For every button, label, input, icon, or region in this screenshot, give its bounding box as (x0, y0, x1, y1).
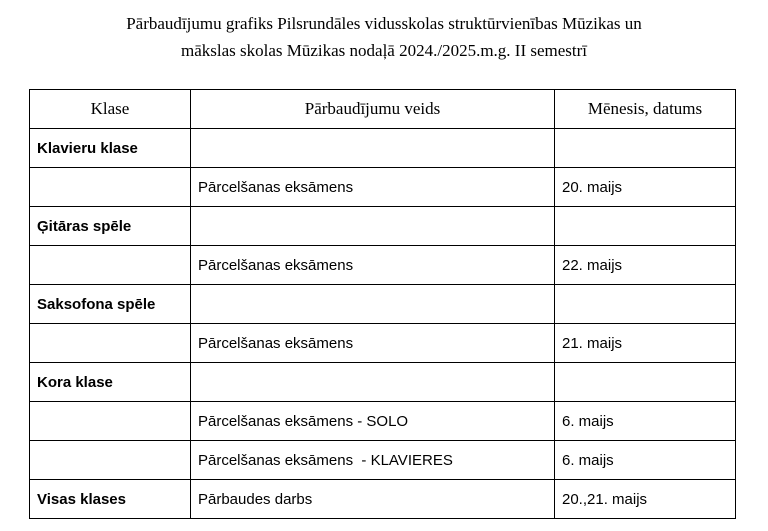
document-title (0, 10, 768, 64)
class-cell (30, 324, 191, 363)
table-row (30, 168, 736, 207)
class-cell (30, 402, 191, 441)
exam-type-cell: Pārcelšanas eksāmens - KLAVIERES (191, 441, 555, 480)
exam-type-cell: Pārcelšanas eksāmens (191, 168, 555, 207)
date-cell: 6. maijs (555, 402, 736, 441)
date-cell: 6. maijs (555, 441, 736, 480)
table-row (30, 246, 736, 285)
exam-schedule-table (29, 89, 736, 519)
class-cell: Klavieru klase (30, 129, 191, 168)
table-header-row (30, 90, 736, 129)
exam-type-cell: Pārcelšanas eksāmens (191, 246, 555, 285)
date-cell (555, 285, 736, 324)
table-row (30, 207, 736, 246)
exam-type-cell (191, 285, 555, 324)
title-line-2: mākslas skolas Mūzikas nodaļā 2024./2025.m.g. II semestrī (180, 41, 588, 60)
table-row (30, 285, 736, 324)
class-cell: Kora klase (30, 363, 191, 402)
table-row (30, 129, 736, 168)
table-row (30, 363, 736, 402)
table-row (30, 480, 736, 519)
header-menesis-datums: Mēnesis, datums (555, 90, 736, 129)
table-row (30, 324, 736, 363)
date-cell: 21. maijs (555, 324, 736, 363)
exam-type-cell: Pārcelšanas eksāmens (191, 324, 555, 363)
header-klase: Klase (30, 90, 191, 129)
date-cell: 22. maijs (555, 246, 736, 285)
header-parbaudijumu-veids: Pārbaudījumu veids (191, 90, 555, 129)
table-row (30, 441, 736, 480)
exam-type-cell (191, 363, 555, 402)
class-cell (30, 441, 191, 480)
exam-type-cell (191, 129, 555, 168)
class-cell (30, 168, 191, 207)
exam-type-cell: Pārcelšanas eksāmens - SOLO (191, 402, 555, 441)
table-row (30, 402, 736, 441)
class-cell: Visas klases (30, 480, 191, 519)
date-cell (555, 129, 736, 168)
exam-type-cell (191, 207, 555, 246)
date-cell (555, 363, 736, 402)
date-cell: 20.,21. maijs (555, 480, 736, 519)
exam-type-cell: Pārbaudes darbs (191, 480, 555, 519)
class-cell: Ģitāras spēle (30, 207, 191, 246)
title-line-1: Pārbaudījumu grafiks Pilsrundāles vidusskolas struktūrvienības Mūzikas un (126, 14, 642, 33)
date-cell: 20. maijs (555, 168, 736, 207)
class-cell (30, 246, 191, 285)
date-cell (555, 207, 736, 246)
class-cell: Saksofona spēle (30, 285, 191, 324)
